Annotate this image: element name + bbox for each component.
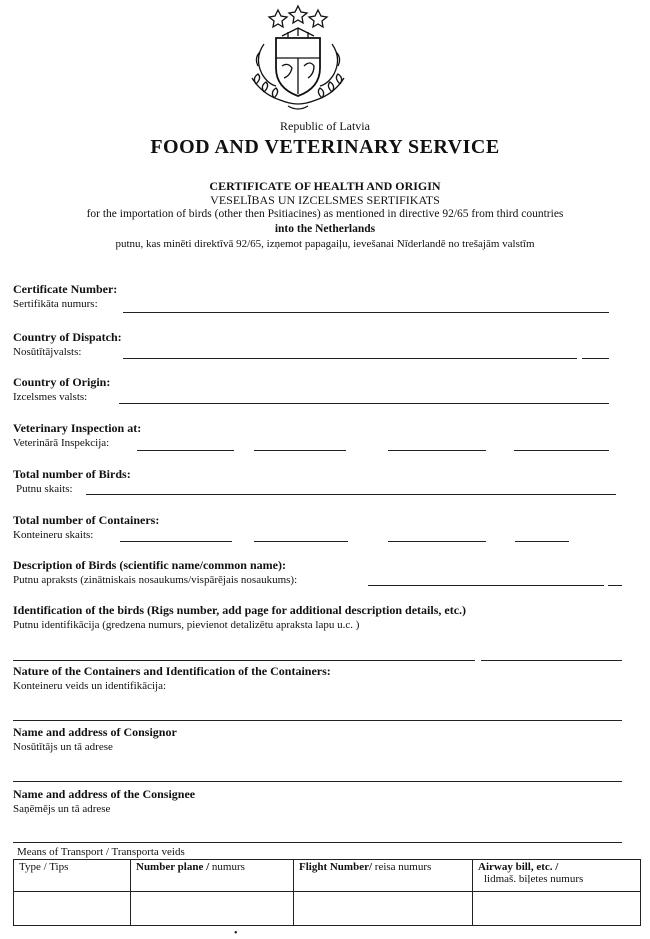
col-number-plane-header — [131, 860, 294, 892]
col-type-lv: Tips — [49, 861, 69, 873]
certificate-number-label: Certificate Number: — [13, 282, 118, 296]
country-dispatch-label: Country of Dispatch: — [13, 330, 122, 344]
col-airway-bill-header — [473, 860, 641, 892]
number-plane-input-cell[interactable] — [131, 892, 294, 926]
total-containers-field-4[interactable] — [515, 541, 569, 542]
certificate-number-field[interactable] — [123, 312, 609, 313]
total-containers-field-1[interactable] — [120, 541, 232, 542]
total-containers-label: Total number of Containers: — [13, 513, 160, 527]
type-input-cell[interactable] — [14, 892, 131, 926]
birds-description-field[interactable] — [368, 585, 604, 586]
col-airway-bill-en: Airway bill, etc. / — [478, 861, 559, 873]
veterinary-inspection-field-2[interactable] — [254, 450, 346, 451]
birds-description-label-lv: Putnu apraksts (zinātniskais nosaukums/vispārējais nosaukums): — [13, 574, 298, 586]
veterinary-inspection-label: Veterinary Inspection at: — [13, 421, 142, 435]
consignee-field[interactable] — [13, 842, 622, 843]
birds-identification-label: Identification of the birds (Rigs number, add page for additional description details, etc.) — [13, 603, 467, 617]
issuer-country: Republic of Latvia — [280, 119, 370, 133]
transport-label-en: Means of Transport — [17, 846, 104, 858]
flight-number-input-cell[interactable] — [294, 892, 473, 926]
containers-nature-label-lv: Konteineru veids un identifikācija: — [13, 680, 167, 692]
veterinary-inspection-label-lv: Veterinārā Inspekcija: — [13, 437, 110, 449]
containers-nature-field[interactable] — [13, 720, 622, 721]
total-birds-field[interactable] — [86, 494, 616, 495]
veterinary-inspection-field-4[interactable] — [514, 450, 609, 451]
birds-identification-label-lv: Putnu identifikācija (gredzena numurs, pievienot detalizētu apraksta lapu u.c. ) — [13, 619, 360, 631]
country-origin-label: Country of Origin: — [13, 375, 111, 389]
col-flight-number-header — [294, 860, 473, 892]
total-birds-label: Total number of Birds: — [13, 467, 131, 481]
country-dispatch-label-lv: Nosūtītājvalsts: — [13, 346, 82, 358]
certificate-title-lv: VESELĪBAS UN IZCELSMES SERTIFIKATS — [210, 193, 440, 207]
col-flight-number-lv: reisa numurs — [374, 861, 432, 873]
latvia-coat-of-arms-icon — [238, 2, 358, 117]
veterinary-inspection-field-3[interactable] — [388, 450, 486, 451]
birds-identification-field-extra[interactable] — [481, 660, 622, 661]
page-mark: • — [234, 928, 238, 939]
total-birds-label-lv: Putnu skaits: — [16, 483, 73, 495]
total-containers-field-2[interactable] — [254, 541, 348, 542]
birds-description-label: Description of Birds (scientific name/common name): — [13, 558, 286, 572]
col-flight-number-en: Flight Number/ — [299, 861, 373, 873]
col-airway-bill-lv: lidmaš. biļetes numurs — [484, 873, 584, 885]
purpose-en-line2: into the Netherlands — [274, 223, 376, 235]
consignor-label-lv: Nosūtītājs un tā adrese — [13, 741, 113, 753]
airway-bill-input-cell[interactable] — [473, 892, 641, 926]
col-type-header: Type / Tips — [14, 860, 131, 892]
veterinary-inspection-field-1[interactable] — [137, 450, 234, 451]
consignor-label: Name and address of Consignor — [13, 725, 177, 739]
total-containers-field-3[interactable] — [388, 541, 486, 542]
birds-identification-field[interactable] — [13, 660, 475, 661]
certificate-title-en: CERTIFICATE OF HEALTH AND ORIGIN — [209, 179, 441, 193]
country-dispatch-field[interactable] — [123, 358, 577, 359]
consignee-label: Name and address of the Consignee — [13, 787, 196, 801]
certificate-number-label-lv: Sertifikāta numurs: — [13, 298, 98, 310]
country-origin-field[interactable] — [119, 403, 609, 404]
birds-description-field-extra[interactable] — [608, 585, 622, 586]
transport-table — [13, 859, 641, 926]
col-number-plane-lv: numurs — [211, 861, 245, 873]
consignee-label-lv: Saņēmējs un tā adrese — [13, 803, 111, 815]
col-number-plane-en: Number plane / — [136, 861, 210, 873]
consignor-field[interactable] — [13, 781, 622, 782]
purpose-en-line1: for the importation of birds (other then Psitiacines) as mentioned in directive 92/65 from third countries — [86, 208, 564, 220]
col-type-en: Type — [19, 861, 41, 873]
transport-label: Means of Transport / Transporta veids — [17, 846, 185, 858]
transport-label-lv: Transporta veids — [111, 846, 185, 858]
issuer-service: FOOD AND VETERINARY SERVICE — [150, 136, 500, 158]
country-dispatch-field-extra[interactable] — [582, 358, 609, 359]
total-containers-label-lv: Konteineru skaits: — [13, 529, 94, 541]
country-origin-label-lv: Izcelsmes valsts: — [13, 391, 88, 403]
purpose-lv: putnu, kas minēti direktīvā 92/65, izņemot papagaiļu, ievešanai Nīderlandē no trešajām valstīm — [115, 238, 535, 250]
containers-nature-label: Nature of the Containers and Identification of the Containers: — [13, 664, 331, 678]
